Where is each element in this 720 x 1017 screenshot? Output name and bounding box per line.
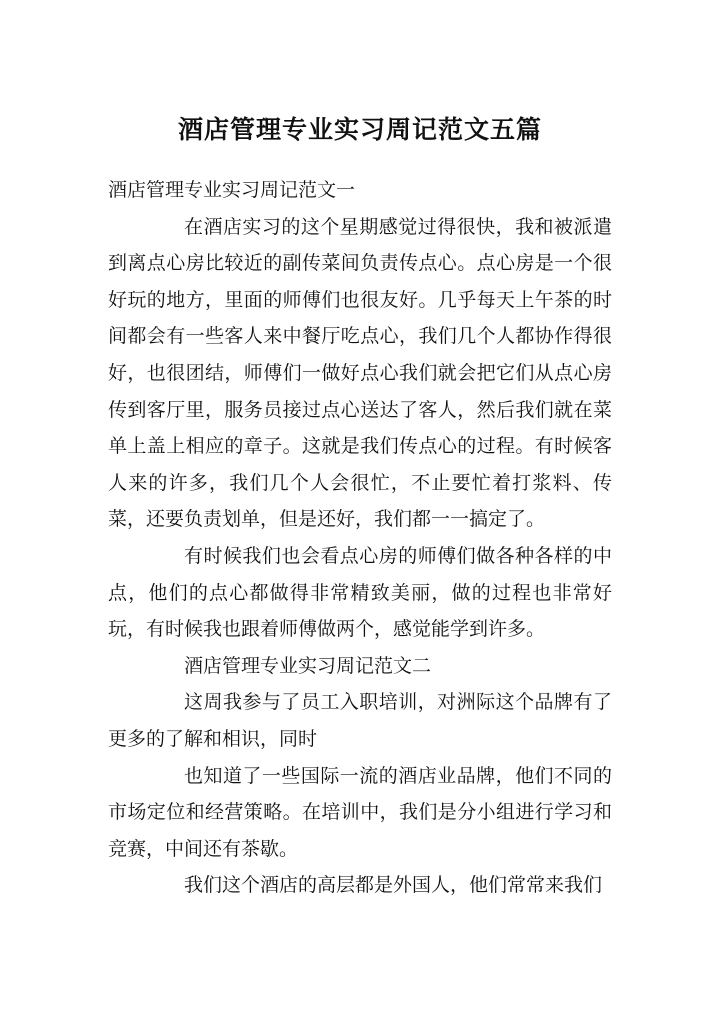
document-title: 酒店管理专业实习周记范文五篇 (177, 115, 542, 144)
section-heading-1: 酒店管理专业实习周记范文一 (108, 179, 356, 201)
document-body (108, 172, 612, 904)
body-paragraph: 在酒店实习的这个星期感觉过得很快，我和被派遣到离点心房比较近的副传菜间负责传点心。点心房是一个很好玩的地方，里面的师傅们也很友好。几乎每天上午茶的时间都会有一些客人来中餐厅吃点心，我们几个人都协作得很好，也很团结，师傅们一做好点心我们就会把它们从点心房传到客厅里，服务员接过点心送达了客人，然后我们就在菜单上盖上相应的章子。这就是我们传点心的过程。有时候客人来的许多，我们几个人会很忙，不止要忙着打浆料、传菜，还要负责划单，但是还好，我们都一一搞定了。 (108, 215, 612, 531)
body-paragraph: 我们这个酒店的高层都是外国人，他们常常来我们 (184, 874, 603, 897)
body-paragraph: 也知道了一些国际一流的酒店业品牌，他们不同的市场定位和经营策略。在培训中，我们是分小组进行学习和竞赛，中间还有茶歇。 (108, 764, 612, 860)
body-paragraph: 这周我参与了员工入职培训，对洲际这个品牌有了更多的了解和相识，同时 (108, 691, 612, 750)
section-heading-2: 酒店管理专业实习周记范文二 (184, 654, 432, 677)
body-paragraph: 有时候我们也会看点心房的师傅们做各种各样的中点，他们的点心都做得非常精致美丽，做的过程也非常好玩，有时候我也跟着师傅做两个，感觉能学到许多。 (108, 544, 612, 641)
